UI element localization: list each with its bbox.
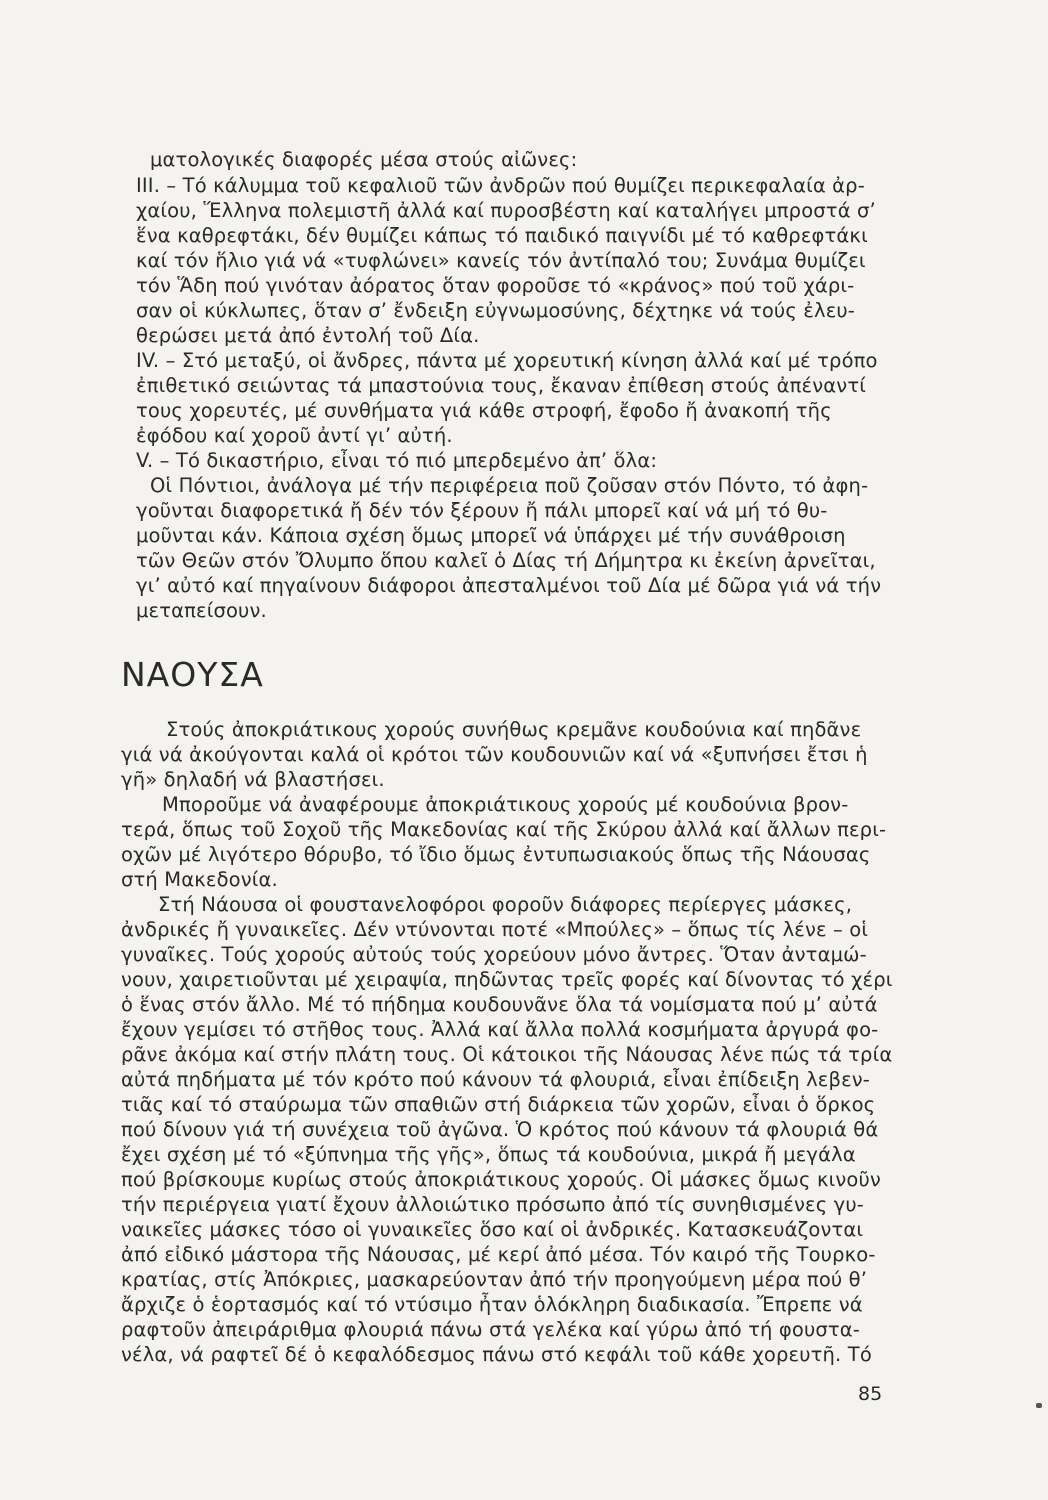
text-line: IV. – Στό μεταξύ, οἱ ἄνδρες, πάντα μέ χορευτική κίνηση ἀλλά καί μέ τρόπο bbox=[136, 349, 878, 372]
text-line: κρατίας, στίς Ἀπόκριες, μασκαρεύονταν ἀπό τήν προηγούμενη μέρα πού θ’ bbox=[121, 1268, 868, 1291]
text-line: γῆ» δηλαδή νά βλαστήσει. bbox=[121, 768, 385, 791]
text-line: τόν Ἅδη πού γινόταν ἀόρατος ὅταν φοροῦσε τό «κράνος» πού τοῦ χάρι- bbox=[136, 274, 855, 297]
text-line: σαν οἱ κύκλωπες, ὅταν σ’ ἔνδειξη εὐγνωμοσύνης, δέχτηκε νά τούς ἐλευ- bbox=[136, 299, 855, 322]
text-line: πού δίνουν γιά τή συνέχεια τοῦ ἀγῶνα. Ὁ κρότος πού κάνουν τά φλουριά θά bbox=[121, 1118, 879, 1141]
text-line: ἄρχιζε ὁ ἑορτασμός καί τό ντύσιμο ἦταν ὁλόκληρη διαδικασία. Ἔπρεπε νά bbox=[121, 1293, 863, 1316]
text-line: III. – Τό κάλυμμα τοῦ κεφαλιοῦ τῶν ἀνδρῶν πού θυμίζει περικεφαλαία ἀρ- bbox=[136, 174, 865, 197]
text-line: γοῦνται διαφορετικά ἤ δέν τόν ξέρουν ἤ πάλι μπορεῖ καί νά μή τό θυ- bbox=[136, 499, 828, 522]
text-line: θερώσει μετά ἀπό ἐντολή τοῦ Δία. bbox=[136, 324, 480, 347]
text-line: τους χορευτές, μέ συνθήματα γιά κάθε στροφή, ἔφοδο ἤ ἀνακοπή τῆς bbox=[136, 399, 832, 422]
text-line: νέλα, νά ραφτεῖ δέ ὁ κεφαλόδεσμος πάνω στό κεφάλι τοῦ κάθε χορευτῆ. Τό bbox=[121, 1343, 872, 1366]
text-line: ἐπιθετικό σειώντας τά μπαστούνια τους, ἔκαναν ἐπίθεση στούς ἀπέναντί bbox=[136, 374, 866, 397]
text-line: γι’ αὐτό καί πηγαίνουν διάφοροι ἀπεσταλμένοι τοῦ Δία μέ δῶρα γιά νά τήν bbox=[136, 574, 882, 597]
text-line: ἔχει σχέση μέ τό «ξύπνημα τῆς γῆς», ὅπως τά κουδούνια, μικρά ἤ μεγάλα bbox=[121, 1143, 856, 1166]
text-line: Μποροῦμε νά ἀναφέρουμε ἀποκριάτικους χορούς μέ κουδούνια βρον- bbox=[162, 793, 849, 816]
page-number: 85 bbox=[858, 1383, 883, 1405]
text-line: ἀπό εἰδικό μάστορα τῆς Νάουσας, μέ κερί ἀπό μέσα. Τόν καιρό τῆς Τουρκο- bbox=[121, 1243, 876, 1266]
text-line: τῶν Θεῶν στόν Ὄλυμπο ὅπου καλεῖ ὁ Δίας τή Δήμητρα κι ἐκείνη ἀρνεῖται, bbox=[136, 549, 876, 572]
text-line: ρᾶνε ἀκόμα καί στήν πλάτη τους. Οἱ κάτοικοι τῆς Νάουσας λένε πώς τά τρία bbox=[121, 1043, 893, 1066]
text-line: Στούς ἀποκριάτικους χορούς συνήθως κρεμᾶνε κουδούνια καί πηδᾶνε bbox=[166, 718, 862, 741]
text-line: τιᾶς καί τό σταύρωμα τῶν σπαθιῶν στή διάρκεια τῶν χορῶν, εἶναι ὁ ὅρκος bbox=[121, 1093, 876, 1116]
text-line: ραφτοῦν ἀπειράριθμα φλουριά πάνω στά γελέκα καί γύρω ἀπό τή φουστα- bbox=[121, 1318, 860, 1341]
scan-speck bbox=[1036, 1403, 1042, 1408]
text-line: νουν, χαιρετιοῦνται μέ χειραψία, πηδῶντας τρεῖς φορές καί δίνοντας τό χέρι bbox=[121, 968, 893, 991]
text-line: μεταπείσουν. bbox=[136, 599, 267, 622]
text-line: οχῶν μέ λιγότερο θόρυβο, τό ἴδιο ὅμως ἐντυπωσιακούς ὅπως τῆς Νάουσας bbox=[121, 843, 871, 866]
text-line: γυναῖκες. Τούς χορούς αὐτούς τούς χορεύουν μόνο ἄντρες. Ὅταν ἀνταμώ- bbox=[121, 943, 867, 966]
text-line: γιά νά ἀκούγονται καλά οἱ κρότοι τῶν κουδουνιῶν καί νά «ξυπνήσει ἔτσι ἡ bbox=[121, 743, 868, 766]
text-line: πού βρίσκουμε κυρίως στούς ἀποκριάτικους χορούς. Οἱ μάσκες ὅμως κινοῦν bbox=[121, 1168, 881, 1191]
text-line: χαίου, Ἕλληνα πολεμιστῆ ἀλλά καί πυροσβέστη καί καταλήγει μπροστά σ’ bbox=[136, 199, 876, 222]
text-line: ἀνδρικές ἤ γυναικεῖες. Δέν ντύνονται ποτέ «Μπούλες» – ὅπως τίς λένε – οἱ bbox=[121, 918, 869, 941]
text-line: μοῦνται κάν. Κάποια σχέση ὅμως μπορεῖ νά ὑπάρχει μέ τήν συνάθροιση bbox=[136, 524, 846, 547]
text-line: ναικεῖες μάσκες τόσο οἱ γυναικεῖες ὅσο καί οἱ ἀνδρικές. Κατασκευάζονται bbox=[121, 1218, 864, 1241]
text-line: αὐτά πηδήματα μέ τόν κρότο πού κάνουν τά φλουριά, εἶναι ἐπίδειξη λεβεν- bbox=[121, 1068, 870, 1091]
text-line: V. – Τό δικαστήριο, εἶναι τό πιό μπερδεμένο ἀπ’ ὅλα: bbox=[136, 449, 658, 472]
section-heading: ΝΑΟΥΣΑ bbox=[121, 655, 264, 694]
text-line: τερά, ὅπως τοῦ Σοχοῦ τῆς Μακεδονίας καί τῆς Σκύρου ἀλλά καί ἄλλων περι- bbox=[121, 818, 887, 841]
text-line: ἐφόδου καί χοροῦ ἀντί γι’ αὐτή. bbox=[136, 424, 453, 447]
text-line: στή Μακεδονία. bbox=[121, 868, 278, 891]
text-line: ἔχουν γεμίσει τό στῆθος τους. Ἀλλά καί ἄλλα πολλά κοσμήματα ἀργυρά φο- bbox=[121, 1018, 879, 1041]
text-line: τήν περιέργεια γιατί ἔχουν ἀλλοιώτικο πρόσωπο ἀπό τίς συνηθισμένες γυ- bbox=[121, 1193, 864, 1216]
text-line: Στή Νάουσα οἱ φουστανελοφόροι φοροῦν διάφορες περίεργες μάσκες, bbox=[158, 893, 853, 916]
text-line: ὁ ἕνας στόν ἄλλο. Μέ τό πήδημα κουδουνᾶνε ὅλα τά νομίσματα πού μ’ αὐτά bbox=[121, 993, 878, 1016]
text-line: Οἱ Πόντιοι, ἀνάλογα μέ τήν περιφέρεια ποῦ ζοῦσαν στόν Πόντο, τό ἀφη- bbox=[150, 474, 869, 497]
text-line: ματολογικές διαφορές μέσα στούς αἰῶνες: bbox=[150, 148, 578, 171]
text-line: καί τόν ἥλιο γιά νά «τυφλώνει» κανείς τόν ἀντίπαλό του; Συνάμα θυμίζει bbox=[136, 249, 866, 272]
text-line: ἕνα καθρεφτάκι, δέν θυμίζει κάπως τό παιδικό παιγνίδι μέ τό καθρεφτάκι bbox=[136, 224, 868, 247]
